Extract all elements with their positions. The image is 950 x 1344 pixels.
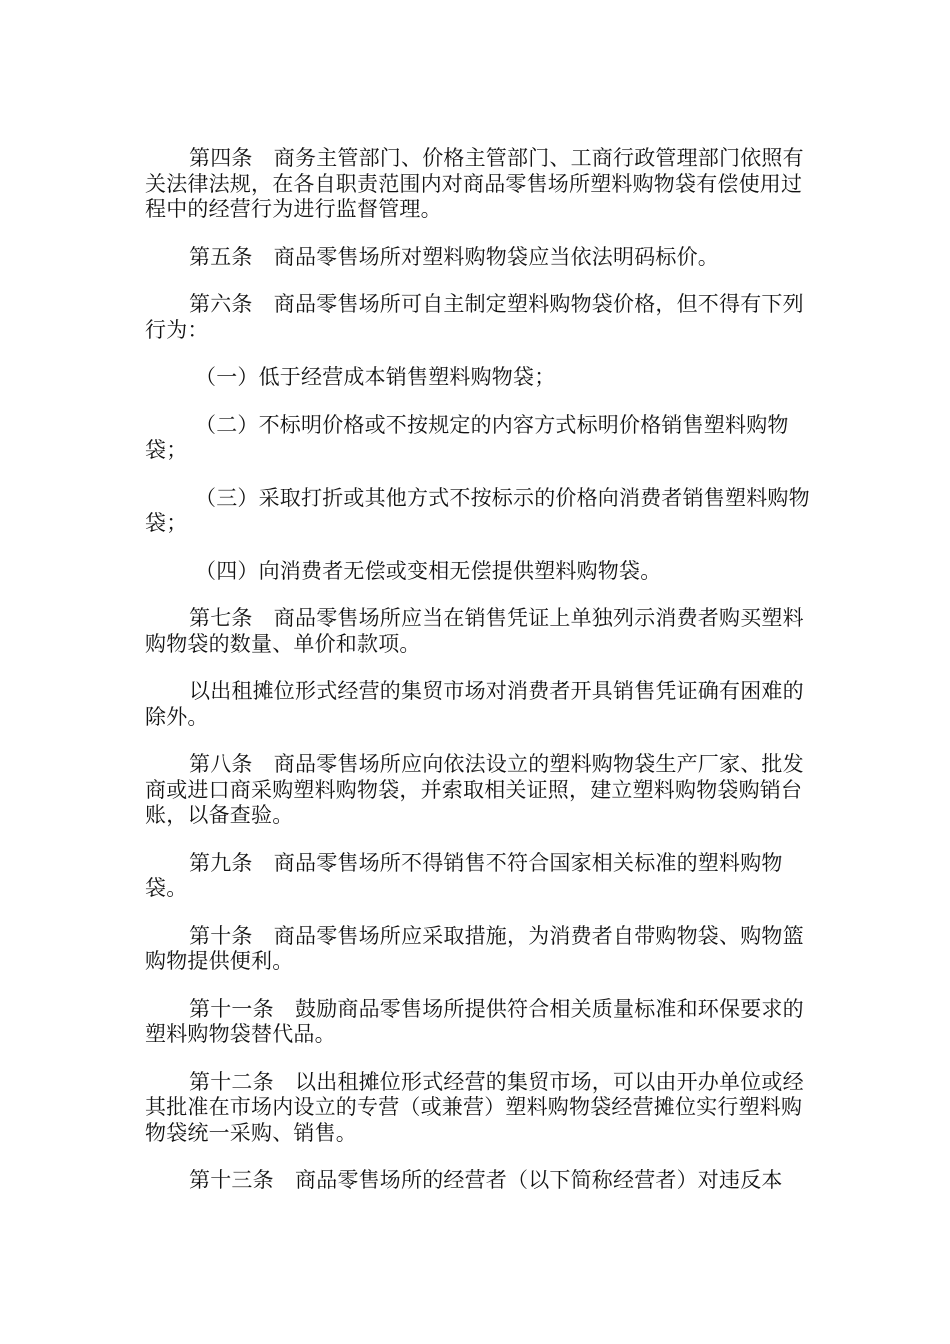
article-13-paragraph: 第十三条 商品零售场所的经营者（以下简称经营者）对违反本 [189, 1168, 783, 1192]
article-9-paragraph: 第九条 商品零售场所不得销售不符合国家相关标准的塑料购物袋。 [145, 850, 783, 900]
article-6-item-1: （一）低于经营成本销售塑料购物袋； [195, 365, 556, 389]
article-6-item-4: （四）向消费者无偿或变相无偿提供塑料购物袋。 [195, 558, 662, 583]
article-6-paragraph: 第六条 商品零售场所可自主制定塑料购物袋价格，但不得有下列行为： [145, 292, 804, 342]
article-5-paragraph: 第五条 商品零售场所对塑料购物袋应当依法明码标价。 [189, 244, 719, 269]
article-7-paragraph: 第七条 商品零售场所应当在销售凭证上单独列示消费者购买塑料购物袋的数量、单价和款项。 [145, 606, 804, 656]
article-11-paragraph: 第十一条 鼓励商品零售场所提供符合相关质量标准和环保要求的塑料购物袋替代品。 [145, 996, 804, 1046]
article-4-paragraph: 第四条 商务主管部门、价格主管部门、工商行政管理部门依照有关法律法规，在各自职责范围内对商品零售场所塑料购物袋有偿使用过程中的经营行为进行监督管理。 [145, 146, 804, 221]
document-body [145, 146, 815, 1216]
article-6-item-2: （二）不标明价格或不按规定的内容方式标明价格销售塑料购物袋； [145, 412, 789, 462]
article-6-item-3: （三）采取打折或其他方式不按标示的价格向消费者销售塑料购物袋； [145, 485, 810, 535]
article-12-paragraph: 第十二条 以出租摊位形式经营的集贸市场，可以由开办单位或经其批准在市场内设立的专营（或兼营）塑料购物袋经营摊位实行塑料购物袋统一采购、销售。 [145, 1069, 804, 1145]
article-8-paragraph: 第八条 商品零售场所应向依法设立的塑料购物袋生产厂家、批发商或进口商采购塑料购物袋，并索取相关证照，建立塑料购物袋购销台账，以备查验。 [145, 752, 804, 827]
article-10-paragraph: 第十条 商品零售场所应采取措施，为消费者自带购物袋、购物篮购物提供便利。 [145, 923, 804, 973]
article-7-exception-paragraph: 以出租摊位形式经营的集贸市场对消费者开具销售凭证确有困难的除外。 [145, 679, 804, 729]
